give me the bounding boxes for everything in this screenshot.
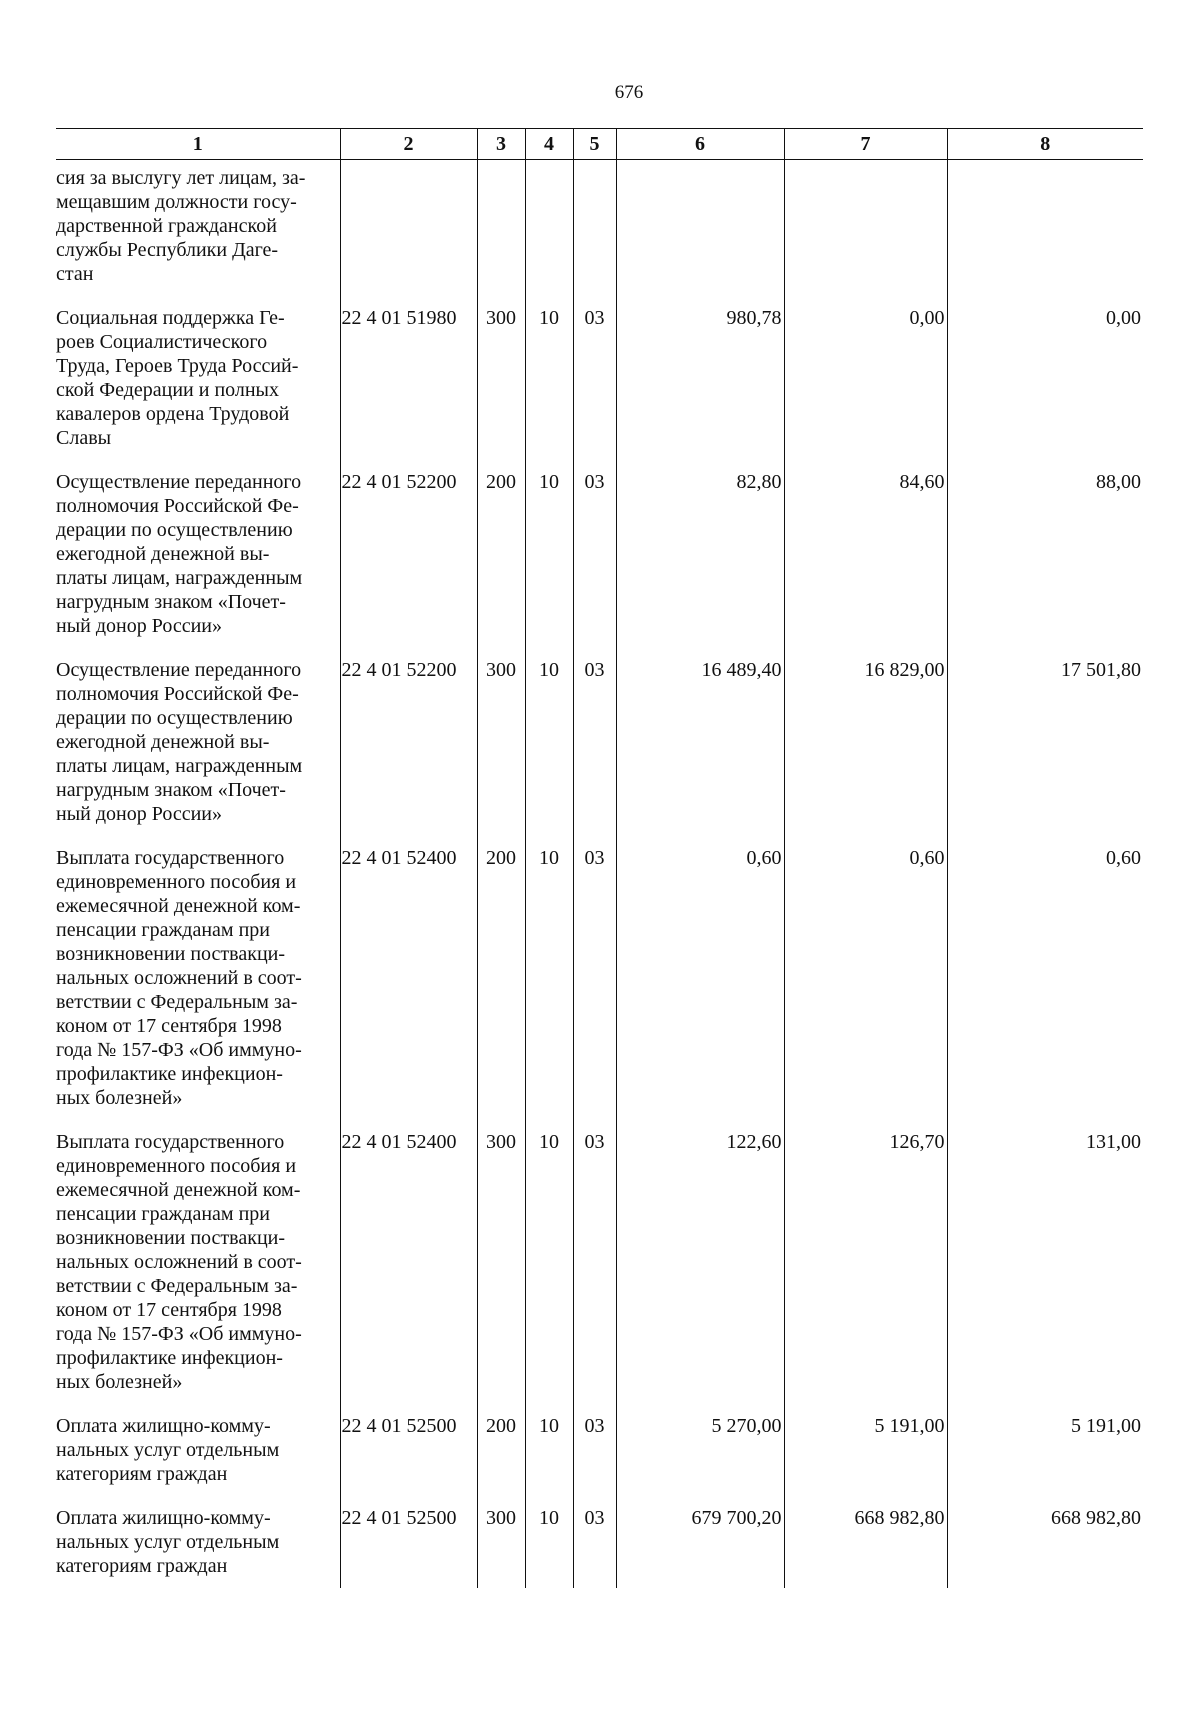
description-line: Славы <box>56 427 112 449</box>
description-line: пенсации гражданам при <box>56 1203 270 1225</box>
row-description <box>56 1414 340 1506</box>
table-body <box>56 160 1143 1589</box>
row-value-col8: 5 191,00 <box>947 1414 1143 1506</box>
table-row <box>56 470 1143 658</box>
row-description <box>56 160 340 307</box>
row-subsection: 03 <box>573 306 616 470</box>
description-line: Социальная поддержка Ге- <box>56 307 285 329</box>
row-expense-type: 300 <box>477 1506 525 1588</box>
row-value-col6: 16 489,40 <box>616 658 784 846</box>
description-line: ской Федерации и полных <box>56 379 279 401</box>
column-header-4: 4 <box>525 129 573 160</box>
row-subsection: 03 <box>573 1506 616 1588</box>
row-value-col6 <box>616 160 784 307</box>
description-line: нальных услуг отдельным <box>56 1439 280 1461</box>
row-value-col7 <box>784 160 947 307</box>
row-code: 22 4 01 52200 <box>340 470 477 658</box>
row-value-col6: 679 700,20 <box>616 1506 784 1588</box>
description-line: ных болезней» <box>56 1087 183 1109</box>
row-code: 22 4 01 52500 <box>340 1506 477 1588</box>
row-section: 10 <box>525 1130 573 1414</box>
description-line: возникновении поствакци- <box>56 943 286 965</box>
row-description <box>56 1506 340 1588</box>
description-line: платы лицам, награжденным <box>56 567 303 589</box>
description-line: профилактике инфекцион- <box>56 1347 283 1369</box>
row-value-col6: 5 270,00 <box>616 1414 784 1506</box>
table-row <box>56 160 1143 307</box>
description-line: коном от 17 сентября 1998 <box>56 1015 282 1037</box>
budget-table <box>56 128 1143 1588</box>
row-expense-type: 300 <box>477 306 525 470</box>
row-value-col7: 0,60 <box>784 846 947 1130</box>
description-line: Труда, Героев Труда Россий- <box>56 355 299 377</box>
description-line: Выплата государственного <box>56 1131 285 1153</box>
row-description <box>56 306 340 470</box>
description-line: роев Социалистического <box>56 331 268 353</box>
description-line: профилактике инфекцион- <box>56 1063 283 1085</box>
row-subsection: 03 <box>573 470 616 658</box>
description-line: года № 157-ФЗ «Об иммуно- <box>56 1323 302 1345</box>
row-description <box>56 846 340 1130</box>
row-description <box>56 470 340 658</box>
description-line: ветствии с Федеральным за- <box>56 991 298 1013</box>
description-line: нальных осложнений в соот- <box>56 967 302 989</box>
row-expense-type: 300 <box>477 1130 525 1414</box>
row-value-col6: 82,80 <box>616 470 784 658</box>
row-code: 22 4 01 52400 <box>340 1130 477 1414</box>
description-line: дерации по осуществлению <box>56 707 293 729</box>
row-section: 10 <box>525 1506 573 1588</box>
row-value-col6: 980,78 <box>616 306 784 470</box>
table-row <box>56 1130 1143 1414</box>
column-header-2: 2 <box>340 129 477 160</box>
row-section: 10 <box>525 658 573 846</box>
row-section: 10 <box>525 846 573 1130</box>
description-line: Осуществление переданного <box>56 471 302 493</box>
description-line: Оплата жилищно-комму- <box>56 1415 271 1437</box>
description-line: категориям граждан <box>56 1463 228 1485</box>
description-line: единовременного пособия и <box>56 1155 297 1177</box>
description-line: ежегодной денежной вы- <box>56 543 270 565</box>
row-section: 10 <box>525 306 573 470</box>
description-line: коном от 17 сентября 1998 <box>56 1299 282 1321</box>
description-line: дарственной гражданской <box>56 215 277 237</box>
description-line: возникновении поствакци- <box>56 1227 286 1249</box>
description-line: ный донор России» <box>56 615 223 637</box>
row-value-col7: 668 982,80 <box>784 1506 947 1588</box>
description-line: платы лицам, награжденным <box>56 755 303 777</box>
row-value-col8: 17 501,80 <box>947 658 1143 846</box>
description-line: сия за выслугу лет лицам, за- <box>56 167 306 189</box>
row-code: 22 4 01 52400 <box>340 846 477 1130</box>
row-value-col7: 5 191,00 <box>784 1414 947 1506</box>
page-number: 676 <box>614 82 644 103</box>
description-line: ежемесячной денежной ком- <box>56 1179 301 1201</box>
description-line: кавалеров ордена Трудовой <box>56 403 290 425</box>
description-line: пенсации гражданам при <box>56 919 270 941</box>
row-value-col8: 131,00 <box>947 1130 1143 1414</box>
description-line: нальных осложнений в соот- <box>56 1251 302 1273</box>
row-section <box>525 160 573 307</box>
table-row <box>56 846 1143 1130</box>
row-expense-type: 300 <box>477 658 525 846</box>
row-value-col6: 122,60 <box>616 1130 784 1414</box>
description-line: Выплата государственного <box>56 847 285 869</box>
description-line: мещавшим должности госу- <box>56 191 297 213</box>
row-subsection: 03 <box>573 1130 616 1414</box>
row-subsection <box>573 160 616 307</box>
description-line: нагрудным знаком «Почет- <box>56 779 286 801</box>
description-line: полномочия Российской Фе- <box>56 495 299 517</box>
table-row <box>56 658 1143 846</box>
row-value-col8: 668 982,80 <box>947 1506 1143 1588</box>
table-row <box>56 1414 1143 1506</box>
row-code: 22 4 01 52500 <box>340 1414 477 1506</box>
column-header-7: 7 <box>784 129 947 160</box>
row-code: 22 4 01 52200 <box>340 658 477 846</box>
column-header-3: 3 <box>477 129 525 160</box>
description-line: службы Республики Даге- <box>56 239 279 261</box>
row-code: 22 4 01 51980 <box>340 306 477 470</box>
description-line: ных болезней» <box>56 1371 183 1393</box>
row-section: 10 <box>525 1414 573 1506</box>
row-description <box>56 658 340 846</box>
table-row <box>56 1506 1143 1588</box>
description-line: ный донор России» <box>56 803 223 825</box>
row-expense-type: 200 <box>477 846 525 1130</box>
row-expense-type: 200 <box>477 1414 525 1506</box>
description-line: ежегодной денежной вы- <box>56 731 270 753</box>
row-value-col8: 0,00 <box>947 306 1143 470</box>
row-value-col7: 84,60 <box>784 470 947 658</box>
description-line: стан <box>56 263 94 285</box>
description-line: Оплата жилищно-комму- <box>56 1507 271 1529</box>
column-header-6: 6 <box>616 129 784 160</box>
row-description <box>56 1130 340 1414</box>
description-line: дерации по осуществлению <box>56 519 293 541</box>
description-line: ежемесячной денежной ком- <box>56 895 301 917</box>
row-value-col8 <box>947 160 1143 307</box>
column-header-8: 8 <box>947 129 1143 160</box>
description-line: Осуществление переданного <box>56 659 302 681</box>
description-line: единовременного пособия и <box>56 871 297 893</box>
row-subsection: 03 <box>573 1414 616 1506</box>
row-expense-type <box>477 160 525 307</box>
row-code <box>340 160 477 307</box>
row-value-col7: 0,00 <box>784 306 947 470</box>
column-header-5: 5 <box>573 129 616 160</box>
description-line: нагрудным знаком «Почет- <box>56 591 286 613</box>
description-line: полномочия Российской Фе- <box>56 683 299 705</box>
header-row <box>56 129 1143 160</box>
row-value-col7: 126,70 <box>784 1130 947 1414</box>
row-value-col7: 16 829,00 <box>784 658 947 846</box>
row-value-col6: 0,60 <box>616 846 784 1130</box>
table-row <box>56 306 1143 470</box>
description-line: нальных услуг отдельным <box>56 1531 280 1553</box>
row-section: 10 <box>525 470 573 658</box>
description-line: года № 157-ФЗ «Об иммуно- <box>56 1039 302 1061</box>
row-expense-type: 200 <box>477 470 525 658</box>
column-header-1: 1 <box>56 129 340 160</box>
row-subsection: 03 <box>573 658 616 846</box>
row-value-col8: 0,60 <box>947 846 1143 1130</box>
description-line: ветствии с Федеральным за- <box>56 1275 298 1297</box>
row-subsection: 03 <box>573 846 616 1130</box>
description-line: категориям граждан <box>56 1555 228 1577</box>
row-value-col8: 88,00 <box>947 470 1143 658</box>
